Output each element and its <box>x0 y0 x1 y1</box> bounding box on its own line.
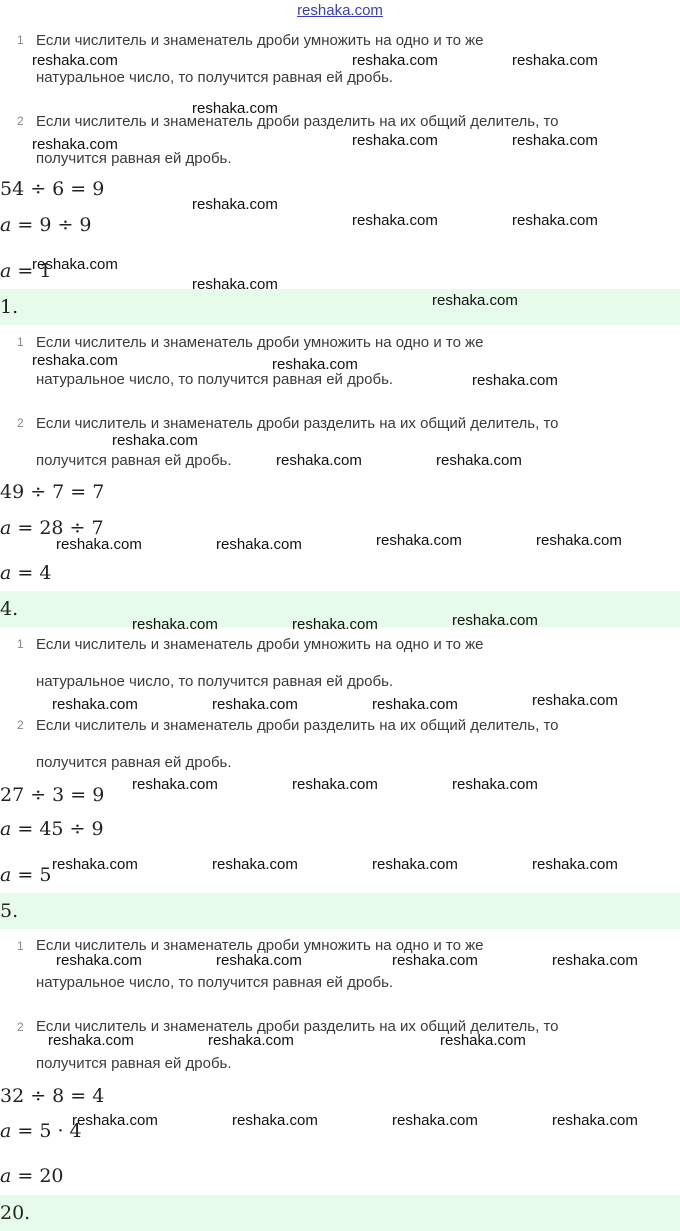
rule-number: 1 <box>17 335 24 349</box>
rule-number: 2 <box>17 114 24 128</box>
watermark: reshaka.com <box>212 856 298 873</box>
watermark: reshaka.com <box>56 536 142 553</box>
equation-1: 32 ÷ 8 = 4 <box>0 1085 105 1107</box>
watermark: reshaka.com <box>216 952 302 969</box>
answer-banner-1: 1. <box>0 289 680 325</box>
equation-2-rhs: = 5 · 4 <box>11 1120 82 1142</box>
watermark: reshaka.com <box>276 452 362 469</box>
answer-banner-3: 5. <box>0 893 680 929</box>
watermark: reshaka.com <box>392 1112 478 1129</box>
watermark: reshaka.com <box>32 256 118 273</box>
watermark: reshaka.com <box>352 52 438 69</box>
watermark: reshaka.com <box>440 1032 526 1049</box>
rule-2-line-2: получится равная ей дробь. <box>36 754 232 771</box>
watermark: reshaka.com <box>432 292 518 309</box>
watermark: reshaka.com <box>512 52 598 69</box>
watermark: reshaka.com <box>392 952 478 969</box>
variable-a: a <box>0 562 12 584</box>
watermark: reshaka.com <box>52 696 138 713</box>
equation-3 <box>0 1165 64 1187</box>
equation-2 <box>0 1120 82 1142</box>
watermark: reshaka.com <box>216 536 302 553</box>
rule-2-text <box>36 707 676 781</box>
watermark: reshaka.com <box>192 196 278 213</box>
rule-number: 2 <box>17 1020 24 1034</box>
rule-1-line-2: натуральное число, то получится равная ей дробь. <box>36 69 394 86</box>
watermark: reshaka.com <box>32 352 118 369</box>
rule-1-line-2: натуральное число, то получится равная ей дробь. <box>36 974 394 991</box>
watermark: reshaka.com <box>132 616 218 633</box>
equation-3-rhs: = 1 <box>11 260 52 282</box>
watermark: reshaka.com <box>352 132 438 149</box>
equation-2 <box>0 214 92 236</box>
site-header-link[interactable]: reshaka.com <box>297 2 383 19</box>
answer-banner-4: 20. <box>0 1195 680 1231</box>
rule-1-line-1: Если числитель и знаменатель дроби умножить на одно и то же <box>36 636 484 653</box>
equation-1: 27 ÷ 3 = 9 <box>0 784 105 806</box>
rule-1-line-2: натуральное число, то получится равная ей дробь. <box>36 673 394 690</box>
rule-2-line-1: Если числитель и знаменатель дроби разделить на их общий делитель, то <box>36 1018 559 1035</box>
variable-a: a <box>0 260 12 282</box>
variable-a: a <box>0 214 12 236</box>
equation-1: 54 ÷ 6 = 9 <box>0 178 105 200</box>
rule-1-text <box>36 626 676 700</box>
equation-3 <box>0 562 51 584</box>
rule-2-line-2: получится равная ей дробь. <box>36 452 232 469</box>
watermark: reshaka.com <box>536 532 622 549</box>
watermark: reshaka.com <box>112 432 198 449</box>
watermark: reshaka.com <box>472 372 558 389</box>
watermark: reshaka.com <box>56 952 142 969</box>
rule-2-line-1: Если числитель и знаменатель дроби разделить на их общий делитель, то <box>36 415 559 432</box>
rule-2-line-2: получится равная ей дробь. <box>36 1055 232 1072</box>
variable-a: a <box>0 1120 12 1142</box>
equation-1: 49 ÷ 7 = 7 <box>0 481 105 503</box>
watermark: reshaka.com <box>212 696 298 713</box>
equation-2-rhs: = 9 ÷ 9 <box>11 214 92 236</box>
watermark: reshaka.com <box>208 1032 294 1049</box>
equation-2-rhs: = 28 ÷ 7 <box>11 517 104 539</box>
variable-a: a <box>0 818 12 840</box>
watermark: reshaka.com <box>32 52 118 69</box>
watermark: reshaka.com <box>452 612 538 629</box>
rule-number: 1 <box>17 637 24 651</box>
watermark: reshaka.com <box>512 212 598 229</box>
watermark: reshaka.com <box>512 132 598 149</box>
rule-2-line-1: Если числитель и знаменатель дроби разделить на их общий делитель, то <box>36 717 559 734</box>
watermark: reshaka.com <box>272 356 358 373</box>
equation-3-rhs: = 20 <box>11 1165 64 1187</box>
variable-a: a <box>0 1165 12 1187</box>
watermark: reshaka.com <box>372 856 458 873</box>
rule-1-line-1: Если числитель и знаменатель дроби умножить на одно и то же <box>36 32 484 49</box>
rule-2-line-1: Если числитель и знаменатель дроби разделить на их общий делитель, то <box>36 113 559 130</box>
equation-3-rhs: = 5 <box>11 864 52 886</box>
rule-number: 2 <box>17 416 24 430</box>
watermark: reshaka.com <box>232 1112 318 1129</box>
equation-3-rhs: = 4 <box>11 562 52 584</box>
equation-2 <box>0 818 104 840</box>
watermark: reshaka.com <box>292 776 378 793</box>
rule-1-line-1: Если числитель и знаменатель дроби умножить на одно и то же <box>36 334 484 351</box>
watermark: reshaka.com <box>532 692 618 709</box>
watermark: reshaka.com <box>132 776 218 793</box>
watermark: reshaka.com <box>48 1032 134 1049</box>
equation-2-rhs: = 45 ÷ 9 <box>11 818 104 840</box>
watermark: reshaka.com <box>52 856 138 873</box>
watermark: reshaka.com <box>532 856 618 873</box>
answer-banner-2: 4. <box>0 591 680 627</box>
variable-a: a <box>0 517 12 539</box>
equation-3 <box>0 864 51 886</box>
watermark: reshaka.com <box>192 100 278 117</box>
rule-number: 1 <box>17 939 24 953</box>
watermark: reshaka.com <box>72 1112 158 1129</box>
rule-number: 2 <box>17 718 24 732</box>
watermark: reshaka.com <box>436 452 522 469</box>
watermark: reshaka.com <box>552 952 638 969</box>
variable-a: a <box>0 864 12 886</box>
watermark: reshaka.com <box>452 776 538 793</box>
watermark: reshaka.com <box>32 136 118 153</box>
watermark: reshaka.com <box>292 616 378 633</box>
watermark: reshaka.com <box>552 1112 638 1129</box>
watermark: reshaka.com <box>352 212 438 229</box>
watermark: reshaka.com <box>376 532 462 549</box>
watermark: reshaka.com <box>372 696 458 713</box>
rule-1-line-1: Если числитель и знаменатель дроби умножить на одно и то же <box>36 937 484 954</box>
rule-number: 1 <box>17 33 24 47</box>
rule-1-line-2: натуральное число, то получится равная ей дробь. <box>36 371 394 388</box>
watermark: reshaka.com <box>192 276 278 293</box>
rule-2-line-2: получится равная ей дробь. <box>36 150 232 167</box>
